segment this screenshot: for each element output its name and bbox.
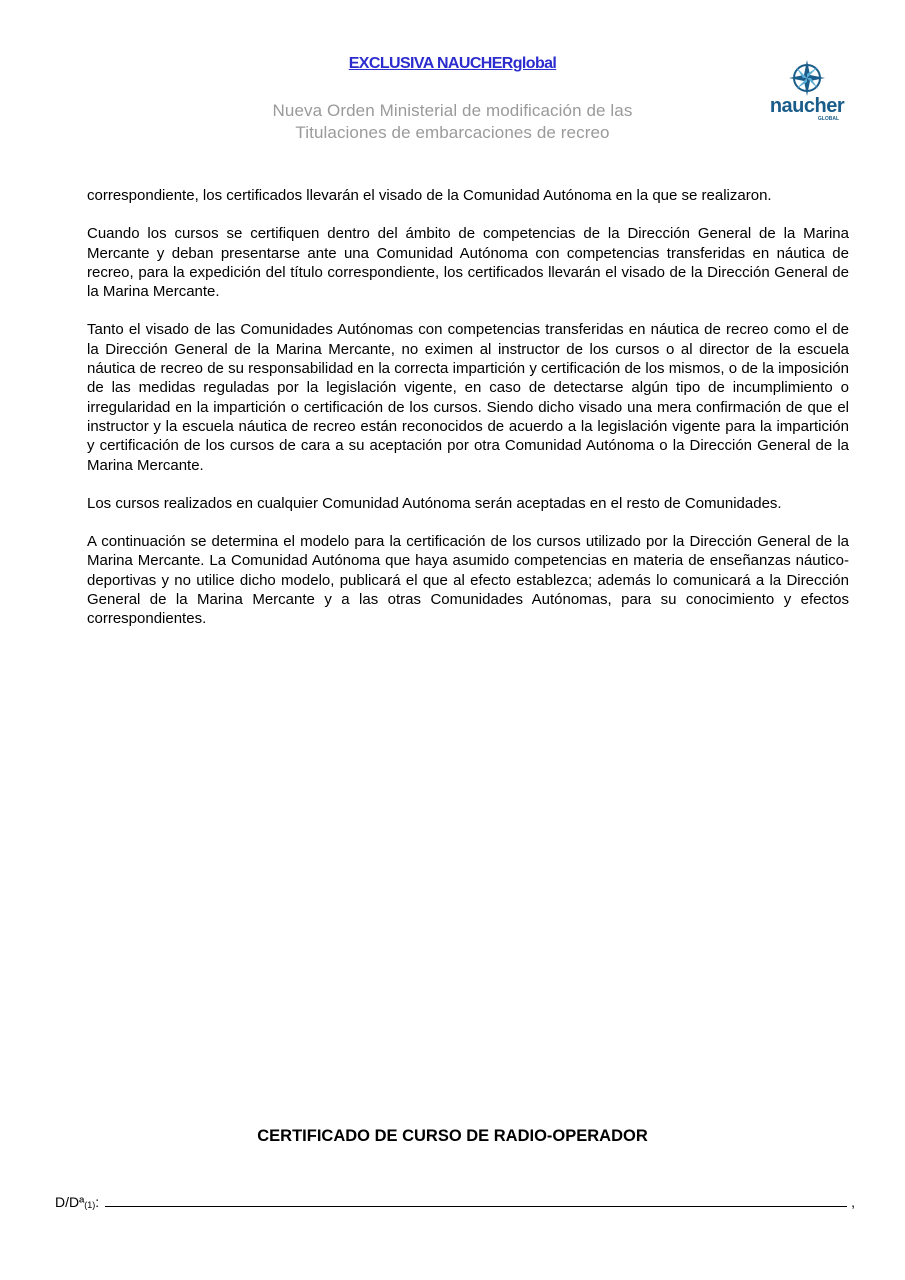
paragraph: A continuación se determina el modelo para la certificación de los cursos utilizado por la Dirección General de la Marina Mercante. La Comunidad Autónoma que haya asumido competencias en materia de enseñanzas náutico-deportivas y no utilice dicho modelo, publicará el que al efecto establezca; además lo comunicará a la Dirección General de la Marina Mercante y a las otras Comunidades Autónomas, para su conocimiento y efectos correspondientes. <box>87 533 849 628</box>
paragraph: Cuando los cursos se certifiquen dentro del ámbito de competencias de la Dirección General de la Marina Mercante y deban presentarse ante una Comunidad Autónoma con competencias transferidas en náutica de recreo, para la expedición del título correspondiente, los certificados llevarán el visado de la Dirección General de la Marina Mercante. <box>87 225 849 301</box>
logo-wordmark: naucher <box>769 95 845 117</box>
logo-subtext: GLOBAL <box>817 116 839 122</box>
document-body <box>87 186 849 648</box>
compass-rose-icon <box>785 58 829 98</box>
paragraph: correspondiente, los certificados llevarán el visado de la Comunidad Autónoma en la que se realizaron. <box>87 187 772 204</box>
footnote-marker: (1) <box>84 1200 96 1210</box>
naucher-logo <box>765 58 855 128</box>
paragraph: Los cursos realizados en cualquier Comunidad Autónoma serán aceptadas en el resto de Comunidades. <box>87 494 782 512</box>
field-colon: : <box>95 1194 100 1210</box>
page-header <box>0 0 905 170</box>
subtitle-line-1: Nueva Orden Ministerial de modificación de las <box>272 101 633 120</box>
name-blank-line[interactable] <box>105 1205 847 1207</box>
header-subtitle <box>210 100 695 144</box>
field-trailing-comma: , <box>851 1194 855 1210</box>
exclusive-link[interactable]: EXCLUSIVA NAUCHERglobal <box>348 55 557 72</box>
name-field-label: D/Dª <box>55 1194 85 1210</box>
certificate-title: CERTIFICADO DE CURSO DE RADIO-OPERADOR <box>257 1127 648 1145</box>
paragraph: Tanto el visado de las Comunidades Autónomas con competencias transferidas en náutica de recreo como el de la Dirección General de la Marina Mercante, no eximen al instructor de los cursos o al director de la escuela náutica de recreo de su responsabilidad en la correcta impartición y certificación de los mismos, o de la imposición de las medidas reguladas por la legislación vigente, en caso de detectarse algún tipo de incumplimiento o irregularidad en la impartición o certificación de los cursos. Siendo dicho visado una mera confirmación de que el instructor y la escuela náutica de recreo están reconocidos de acuerdo a la legislación vigente para la impartición y certificación de los cursos de cara a su aceptación por otra Comunidad Autónoma o la Dirección General de la Marina Mercante. <box>87 321 849 474</box>
name-field-row <box>55 1188 855 1210</box>
subtitle-line-2: Titulaciones de embarcaciones de recreo <box>295 123 610 142</box>
